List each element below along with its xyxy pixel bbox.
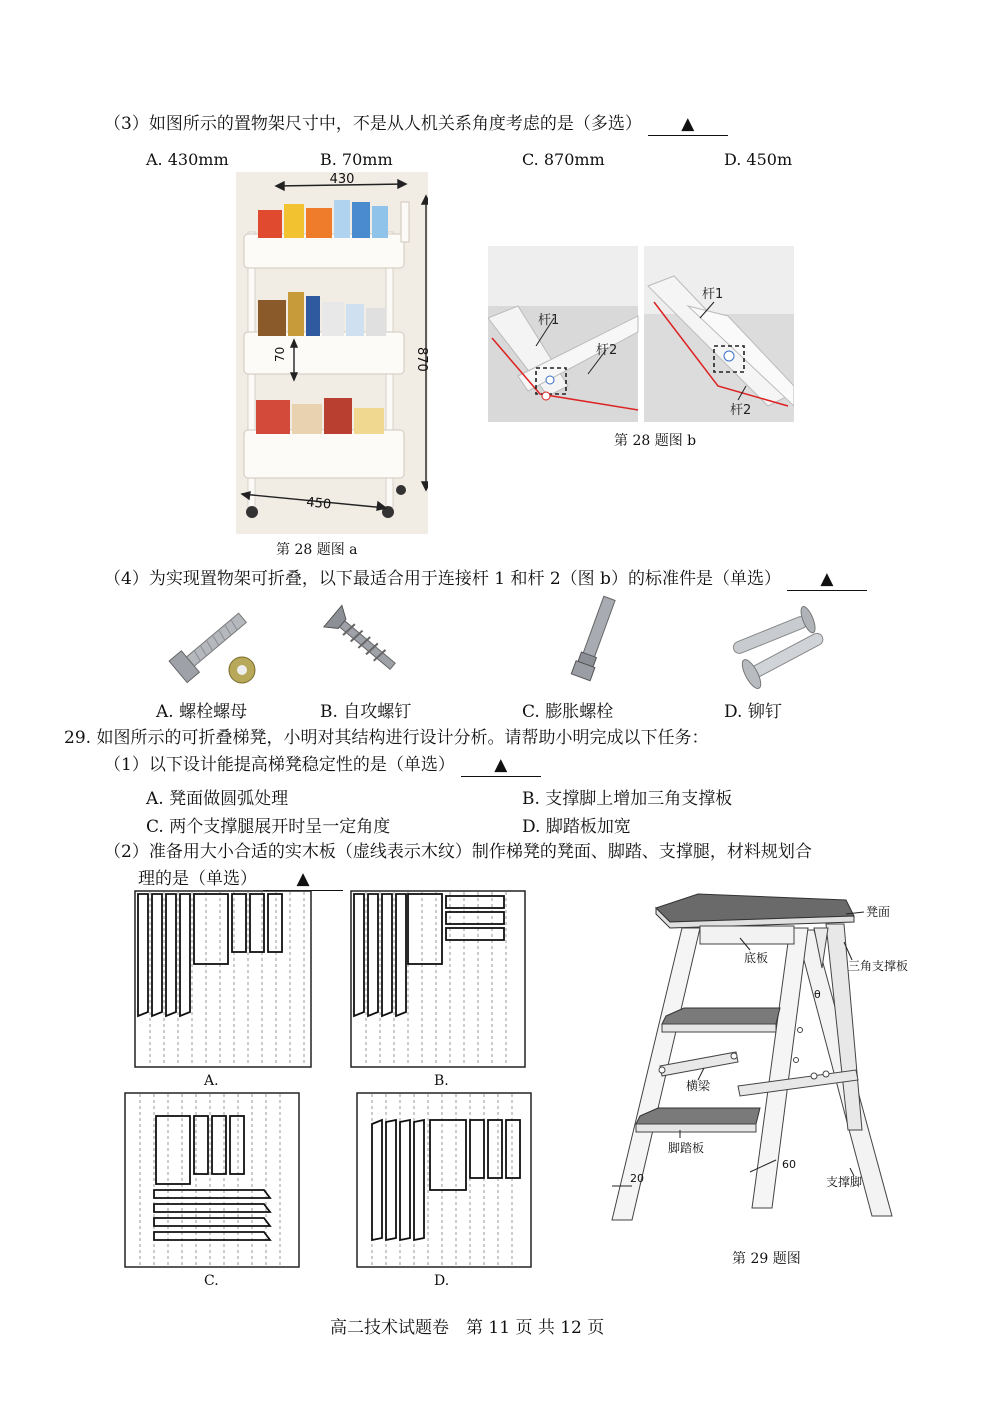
dim-450: 450	[305, 495, 332, 513]
board-label-a: A.	[204, 1073, 219, 1089]
figure-28b-hinge	[488, 246, 794, 422]
expansion-bolt-image	[560, 592, 630, 690]
q29-2-question-line2: 理的是（单选） ▲	[138, 868, 343, 891]
q29-1-option-d[interactable]: D. 脚踏板加宽	[522, 817, 631, 837]
q28-4-option-b[interactable]: B. 自攻螺钉	[320, 702, 412, 722]
rod2-label-right: 杆2	[730, 403, 752, 418]
answer-blank[interactable]: ▲	[461, 754, 541, 777]
q28-4-option-c[interactable]: C. 膨胀螺栓	[522, 702, 614, 722]
dim-430: 430	[329, 172, 355, 187]
q28-3-option-c[interactable]: C. 870mm	[522, 150, 605, 169]
q28-3-question: （3）如图所示的置物架尺寸中，不是从人机关系角度考虑的是（多选） ▲	[104, 113, 728, 136]
q28-4-option-a[interactable]: A. 螺栓螺母	[156, 702, 248, 722]
board-option-b[interactable]	[350, 890, 526, 1072]
bolt-nut-image	[164, 596, 264, 690]
board-option-a[interactable]	[134, 890, 312, 1072]
rivet-image	[708, 598, 834, 690]
rod1-label-left: 杆1	[538, 313, 560, 328]
label-seat: 凳面	[866, 905, 891, 919]
board-label-c: C.	[204, 1273, 219, 1289]
label-base-board: 底板	[744, 951, 769, 965]
q29-1-option-b[interactable]: B. 支撑脚上增加三角支撑板	[522, 789, 733, 809]
q28-3-option-b[interactable]: B. 70mm	[320, 150, 393, 169]
answer-blank[interactable]: ▲	[787, 568, 867, 591]
label-beam: 横梁	[686, 1079, 711, 1093]
q28-3-option-d[interactable]: D. 450m	[724, 150, 793, 169]
figure-28a-shelf	[236, 172, 428, 534]
answer-blank[interactable]: ▲	[648, 113, 728, 136]
self-tapping-screw-image	[318, 598, 408, 690]
dim-60: 60	[782, 1158, 796, 1171]
label-triangle-plate: 三角支撑板	[848, 959, 909, 973]
q29-stem: 29. 如图所示的可折叠梯凳，小明对其结构进行设计分析。请帮助小明完成以下任务：	[64, 728, 709, 748]
dim-70: 70	[273, 346, 287, 362]
q29-2-question-line1: （2）准备用大小合适的实木板（虚线表示木纹）制作梯凳的凳面、脚踏、支撑腿，材料规划合	[104, 842, 812, 862]
q28-3-option-a[interactable]: A. 430mm	[146, 150, 229, 169]
board-label-d: D.	[434, 1273, 450, 1289]
answer-blank[interactable]: ▲	[263, 868, 343, 891]
page-footer: 高二技术试题卷 第 11 页 共 12 页	[330, 1318, 605, 1338]
label-support-leg: 支撑脚	[826, 1175, 863, 1189]
dim-870: 870	[414, 347, 428, 372]
board-option-c[interactable]	[124, 1092, 300, 1272]
label-step-board: 脚踏板	[668, 1141, 705, 1155]
q29-1-option-c[interactable]: C. 两个支撑腿展开时呈一定角度	[146, 817, 391, 837]
label-angle: θ	[814, 988, 821, 1001]
figure-29-step-stool	[600, 890, 930, 1230]
rod1-label-right: 杆1	[702, 287, 724, 302]
q29-1-option-a[interactable]: A. 凳面做圆弧处理	[146, 789, 289, 809]
q29-1-question: （1）以下设计能提高梯凳稳定性的是（单选） ▲	[104, 754, 541, 777]
figure-28a-caption: 第 28 题图 a	[276, 542, 358, 558]
figure-28b-caption: 第 28 题图 b	[614, 433, 697, 449]
q28-4-question: （4）为实现置物架可折叠，以下最适合用于连接杆 1 和杆 2（图 b）的标准件是（单选） ▲	[104, 568, 867, 591]
board-option-d[interactable]	[356, 1092, 532, 1272]
rod2-label-left: 杆2	[596, 343, 618, 358]
figure-29-caption: 第 29 题图	[732, 1251, 801, 1267]
dim-20: 20	[630, 1172, 644, 1185]
board-label-b: B.	[434, 1073, 449, 1089]
q28-4-option-d[interactable]: D. 铆钉	[724, 702, 782, 722]
